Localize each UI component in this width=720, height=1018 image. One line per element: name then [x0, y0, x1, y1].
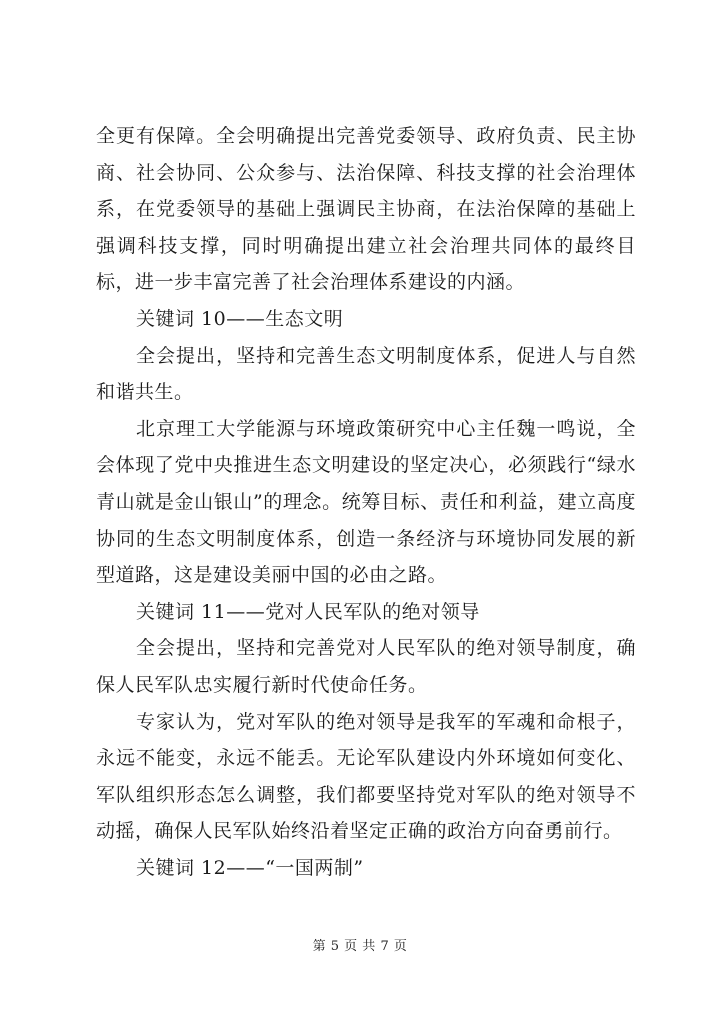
keyword-heading-10: 关键词 10——生态文明: [136, 307, 344, 330]
paragraph: 专家认为，党对军队的绝对领导是我军的军魂和命根子，永远不能变，永远不能丢。无论军队建设内外环境如何变化、军队组织形态怎么调整，我们都要坚持党对军队的绝对领导不动摇，确保人民军队始终沿着坚定正确的政治方向奋勇前行。: [96, 710, 636, 843]
paragraph: 全会提出，坚持和完善党对人民军队的绝对领导制度，确保人民军队忠实履行新时代使命任务。: [96, 637, 636, 696]
document-body: [96, 118, 636, 886]
page-number-footer: 第 5 页 共 7 页: [312, 939, 408, 954]
paragraph: 全会提出，坚持和完善生态文明制度体系，促进人与自然和谐共生。: [96, 344, 636, 404]
keyword-heading-11: 关键词 11——党对人民军队的绝对领导: [136, 600, 480, 623]
keyword-heading-12: 关键词 12——“一国两制”: [136, 856, 364, 879]
paragraph: 北京理工大学能源与环境政策研究中心主任魏一鸣说，全会体现了党中央推进生态文明建设的坚定决心，必须践行“绿水青山就是金山银山”的理念。统筹目标、责任和利益，建立高度协同的生态文明制度体系，创造一条经济与环境协同发展的新型道路，这是建设美丽中国的必由之路。: [96, 417, 636, 587]
paragraph-continuation: 全更有保障。全会明确提出完善党委领导、政府负责、民主协商、社会协同、公众参与、法治保障、科技支撑的社会治理体系，在党委领导的基础上强调民主协商，在法治保障的基础上强调科技支撑，同时明确提出建立社会治理共同体的最终目标，进一步丰富完善了社会治理体系建设的内涵。: [96, 125, 636, 294]
